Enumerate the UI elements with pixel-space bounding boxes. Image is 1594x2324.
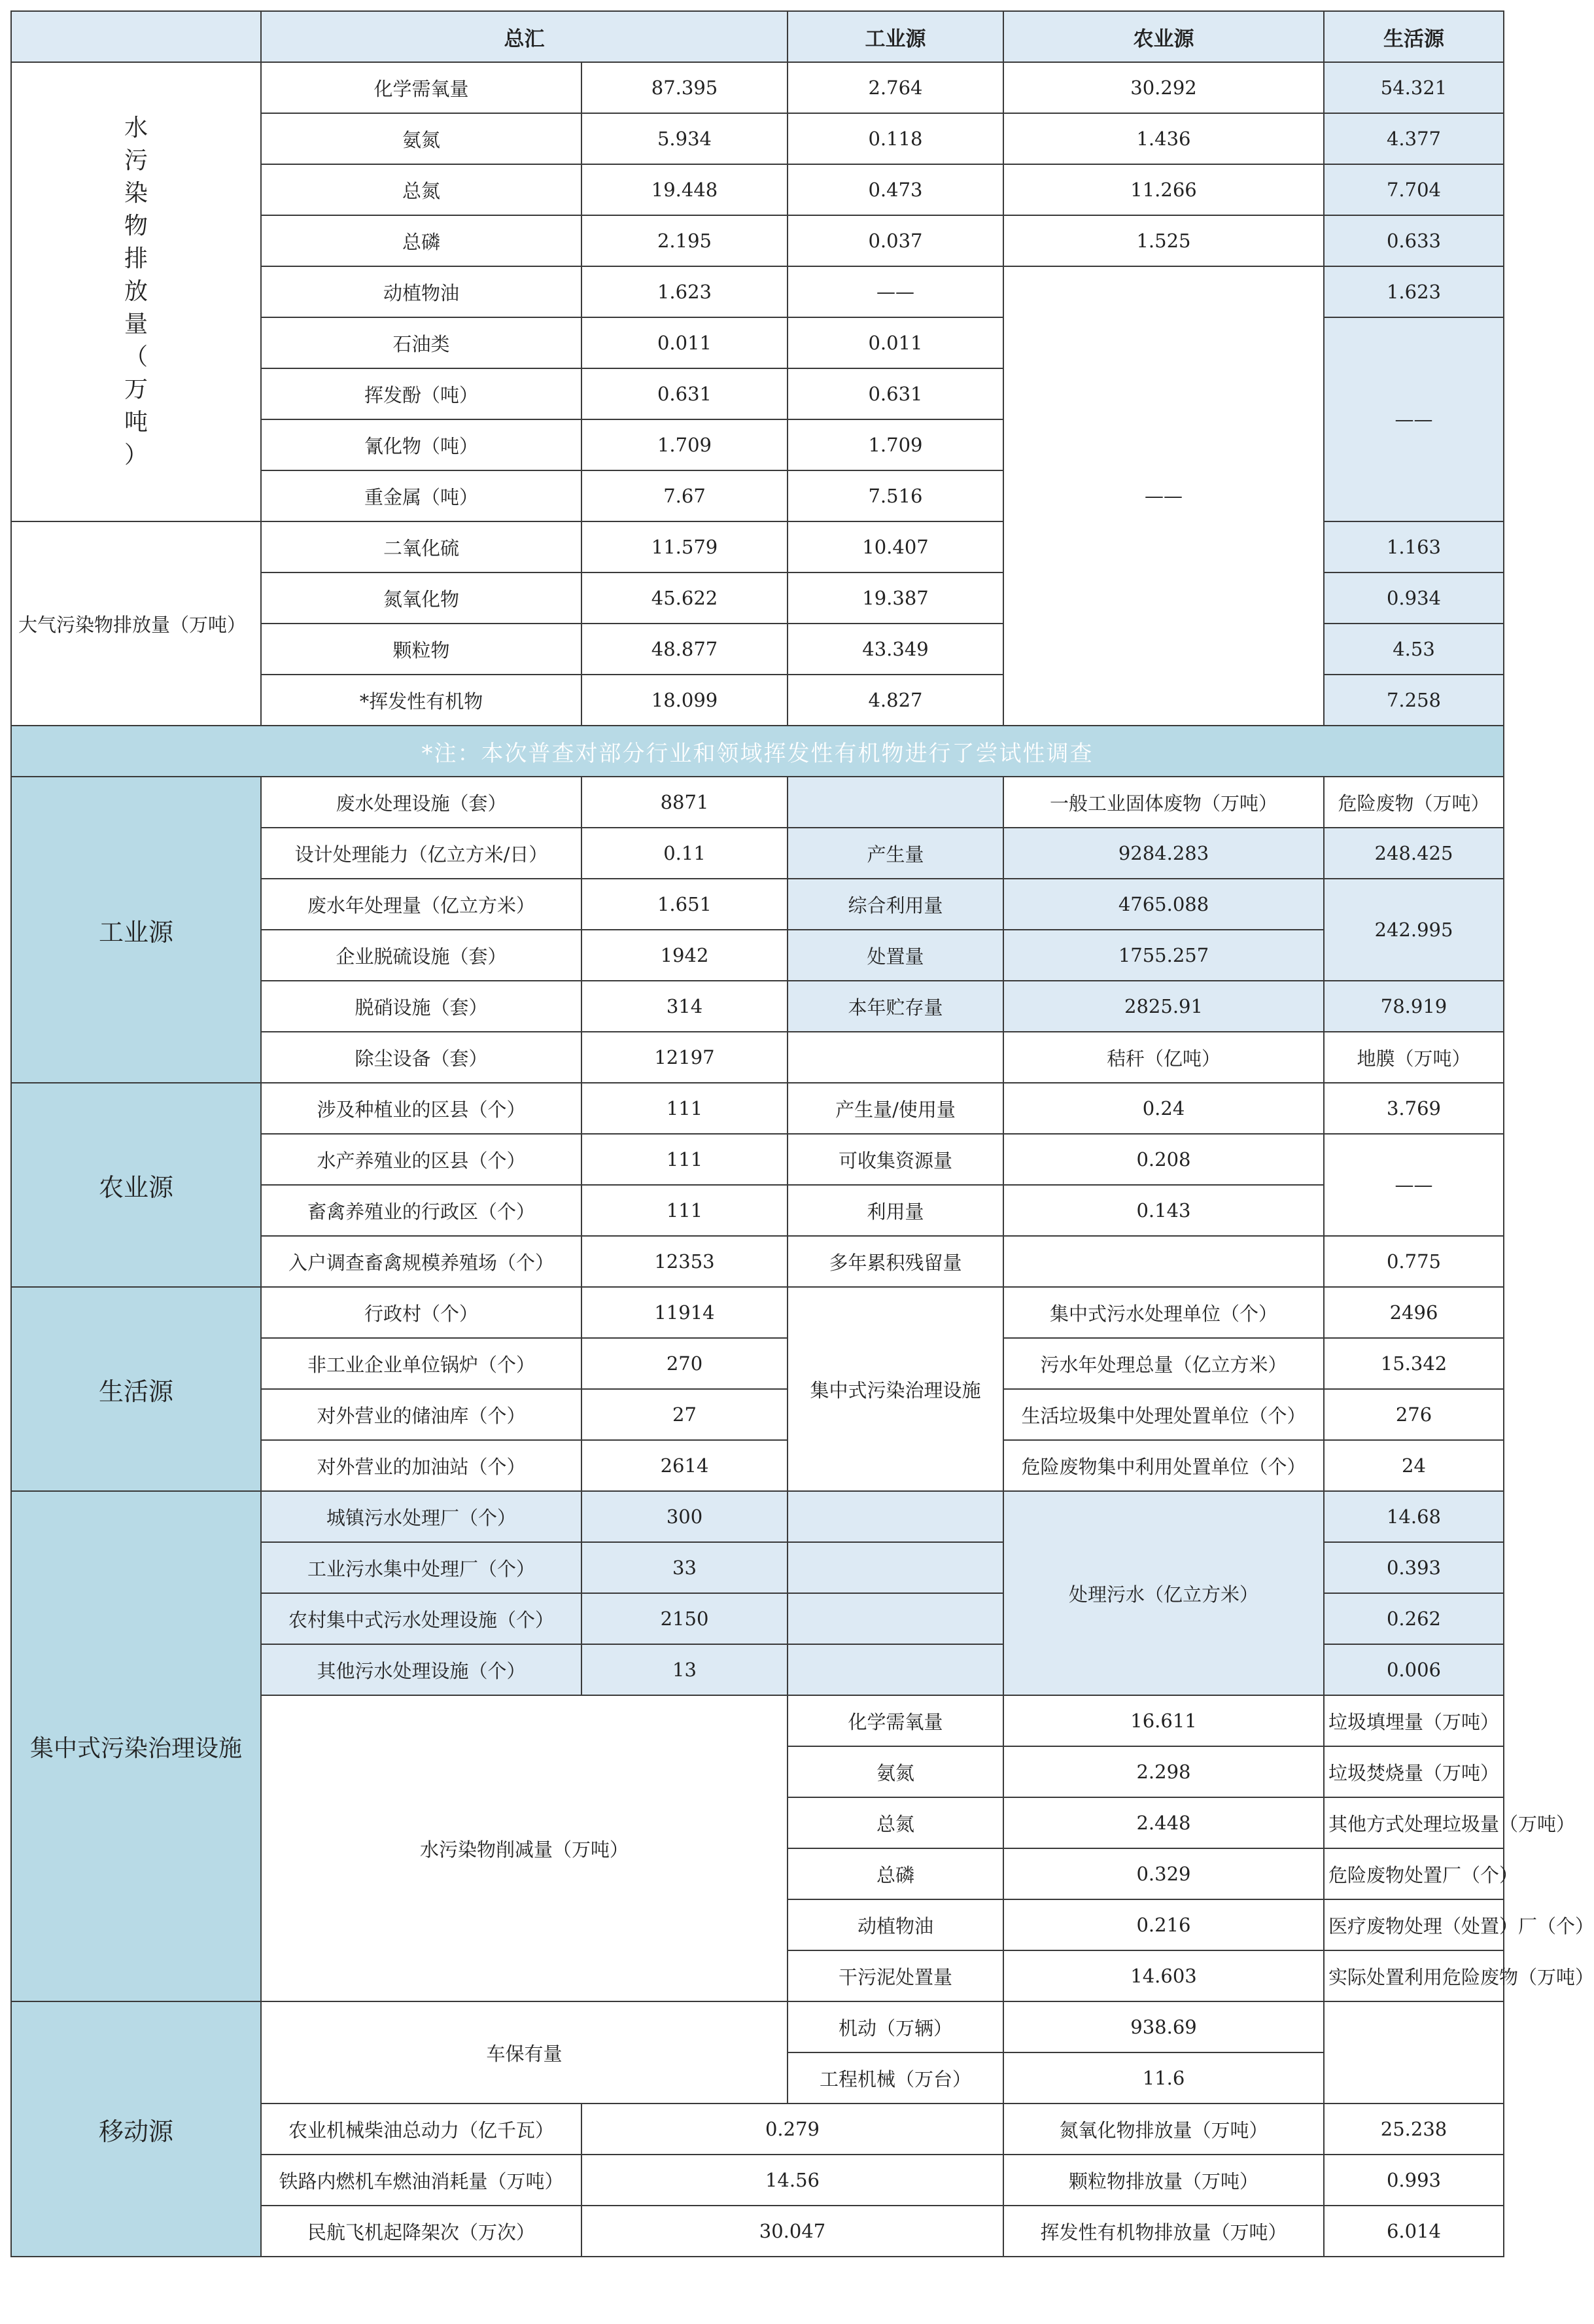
agricultural-item-name: 水产养殖业的区县（个） xyxy=(261,1134,581,1185)
water-item-total: 87.395 xyxy=(581,62,788,113)
vehicle-label: 车保有量 xyxy=(261,2001,788,2104)
water-item-domestic: 0.633 xyxy=(1324,215,1504,266)
water-item-agricultural: 11.266 xyxy=(1003,164,1324,215)
domestic-facility-value: 24 xyxy=(1324,1440,1504,1491)
industrial-facility-name: 除尘设备（套） xyxy=(261,1032,581,1083)
plant-count: 300 xyxy=(581,1491,788,1542)
air-item-name: 氮氧化物 xyxy=(261,572,581,624)
domestic-item-value: 27 xyxy=(581,1389,788,1440)
waste-header-blank xyxy=(788,777,1003,828)
air-item-industrial: 19.387 xyxy=(788,572,1003,624)
water-item-total: 0.011 xyxy=(581,317,788,368)
air-item-domestic: 0.934 xyxy=(1324,572,1504,624)
water-item-industrial: 7.516 xyxy=(788,470,1003,521)
domestic-item-name: 非工业企业单位锅炉（个） xyxy=(261,1338,581,1389)
plant-blank xyxy=(788,1542,1003,1593)
water-item-name: 石油类 xyxy=(261,317,581,368)
header-agricultural: 农业源 xyxy=(1003,11,1324,62)
hazardous-waste-header: 危险废物（万吨） xyxy=(1324,777,1504,828)
vehicle-count: 938.69 xyxy=(1003,2001,1324,2052)
reduction-item-name: 动植物油 xyxy=(788,1899,1003,1950)
air-item-domestic: 7.258 xyxy=(1324,675,1504,726)
agricultural-item-name: 涉及种植业的区县（个） xyxy=(261,1083,581,1134)
residue-item-name: 多年累积残留量 xyxy=(788,1236,1003,1287)
treated-sewage-value: 0.006 xyxy=(1324,1644,1504,1695)
agricultural-dash: —— xyxy=(1003,266,1324,726)
air-item-industrial: 4.827 xyxy=(788,675,1003,726)
reduction-item-value: 16.611 xyxy=(1003,1695,1324,1746)
hazardous-waste-value: 78.919 xyxy=(1324,981,1504,1032)
agricultural-item-value: 111 xyxy=(581,1185,788,1236)
straw-header-blank xyxy=(788,1032,1003,1083)
air-item-total: 11.579 xyxy=(581,521,788,572)
agricultural-category: 农业源 xyxy=(11,1083,261,1287)
water-item-name: 重金属（吨） xyxy=(261,470,581,521)
water-item-industrial: 1.709 xyxy=(788,419,1003,470)
domestic-facility-name: 生活垃圾集中处理处置单位（个） xyxy=(1003,1389,1324,1440)
waste-item-name: 处置量 xyxy=(788,930,1003,981)
water-item-industrial: —— xyxy=(788,266,1003,317)
domestic-item-value: 270 xyxy=(581,1338,788,1389)
mobile-emission-value: 25.238 xyxy=(1324,2104,1504,2155)
domestic-facility-name: 集中式污水处理单位（个） xyxy=(1003,1287,1324,1338)
vehicle-count: 11.6 xyxy=(1003,2052,1324,2104)
plant-count: 13 xyxy=(581,1644,788,1695)
industrial-facility-name: 脱硝设施（套） xyxy=(261,981,581,1032)
domestic-category: 生活源 xyxy=(11,1287,261,1491)
waste-facility-name: 垃圾填埋量（万吨） xyxy=(1324,1695,1504,1746)
domestic-row xyxy=(11,1287,1504,1338)
domestic-item-value: 2614 xyxy=(581,1440,788,1491)
water-item-name: 氰化物（吨） xyxy=(261,419,581,470)
reduction-item-value: 2.298 xyxy=(1003,1746,1324,1797)
waste-facility-name: 危险废物处置厂（个） xyxy=(1324,1848,1504,1899)
reduction-item-name: 化学需氧量 xyxy=(788,1695,1003,1746)
domestic-facility-value: 276 xyxy=(1324,1389,1504,1440)
mobile-category: 移动源 xyxy=(11,2001,261,2257)
water-item-industrial: 0.011 xyxy=(788,317,1003,368)
reduction-item-name: 总磷 xyxy=(788,1848,1003,1899)
water-emissions-category: 水 污 染 物 排 放 量 （ 万 吨 ） xyxy=(11,62,261,521)
agricultural-item-name: 入户调查畜禽规模养殖场（个） xyxy=(261,1236,581,1287)
general-waste-value: 9284.283 xyxy=(1003,828,1324,879)
mobile-item-name: 民航飞机起降架次（万次） xyxy=(261,2206,581,2257)
header-row xyxy=(11,11,1504,62)
plant-blank xyxy=(788,1644,1003,1695)
reduction-item-value: 2.448 xyxy=(1003,1797,1324,1848)
water-item-name: 氨氮 xyxy=(261,113,581,164)
waste-facility-name: 实际处置利用危险废物（万吨） xyxy=(1324,1950,1504,2001)
plant-count: 33 xyxy=(581,1542,788,1593)
agricultural-item-value: 111 xyxy=(581,1134,788,1185)
film-header: 地膜（万吨） xyxy=(1324,1032,1504,1083)
water-row xyxy=(11,62,1504,113)
pollution-census-table xyxy=(10,10,1594,2257)
waste-facility-name: 医疗废物处理（处置）厂（个） xyxy=(1324,1899,1504,1950)
waste-facility-name: 其他方式处理垃圾量（万吨） xyxy=(1324,1797,1504,1848)
centralized-category: 集中式污染治理设施 xyxy=(11,1491,261,2001)
air-item-total: 48.877 xyxy=(581,624,788,675)
domestic-dash: —— xyxy=(1324,317,1504,521)
reduction-item-value: 0.216 xyxy=(1003,1899,1324,1950)
water-item-agricultural: 30.292 xyxy=(1003,62,1324,113)
film-dash: —— xyxy=(1324,1134,1504,1236)
water-item-name: 总氮 xyxy=(261,164,581,215)
reduction-item-value: 14.603 xyxy=(1003,1950,1324,2001)
general-waste-header: 一般工业固体废物（万吨） xyxy=(1003,777,1324,828)
water-item-total: 0.631 xyxy=(581,368,788,419)
mobile-item-value: 14.56 xyxy=(581,2155,1003,2206)
treated-sewage-value: 0.393 xyxy=(1324,1542,1504,1593)
water-item-total: 2.195 xyxy=(581,215,788,266)
waste-item-name: 本年贮存量 xyxy=(788,981,1003,1032)
water-item-domestic: 4.377 xyxy=(1324,113,1504,164)
water-item-name: 动植物油 xyxy=(261,266,581,317)
industrial-facility-name: 设计处理能力（亿立方米/日） xyxy=(261,828,581,879)
vehicle-type: 工程机械（万台） xyxy=(788,2052,1003,2104)
water-item-domestic: 54.321 xyxy=(1324,62,1504,113)
mobile-emission-name: 氮氧化物排放量（万吨） xyxy=(1003,2104,1324,2155)
plant-count: 2150 xyxy=(581,1593,788,1644)
industrial-facility-value: 12197 xyxy=(581,1032,788,1083)
water-item-industrial: 2.764 xyxy=(788,62,1003,113)
water-item-domestic: 1.623 xyxy=(1324,266,1504,317)
water-item-agricultural: 1.525 xyxy=(1003,215,1324,266)
residue-item-name: 利用量 xyxy=(788,1185,1003,1236)
reduction-item-name: 氨氮 xyxy=(788,1746,1003,1797)
vehicle-type: 机动（万辆） xyxy=(788,2001,1003,2052)
industrial-facility-name: 废水年处理量（亿立方米） xyxy=(261,879,581,930)
air-item-industrial: 10.407 xyxy=(788,521,1003,572)
waste-item-name: 产生量 xyxy=(788,828,1003,879)
industrial-facility-value: 0.11 xyxy=(581,828,788,879)
industrial-row xyxy=(11,777,1504,828)
reduction-item-value: 0.329 xyxy=(1003,1848,1324,1899)
reduction-item-name: 总氮 xyxy=(788,1797,1003,1848)
plant-name: 其他污水处理设施（个） xyxy=(261,1644,581,1695)
treated-sewage-value: 0.262 xyxy=(1324,1593,1504,1644)
film-value: 3.769 xyxy=(1324,1083,1504,1134)
plant-name: 城镇污水处理厂（个） xyxy=(261,1491,581,1542)
domestic-facility-value: 15.342 xyxy=(1324,1338,1504,1389)
waste-facility-name: 垃圾焚烧量（万吨） xyxy=(1324,1746,1504,1797)
water-item-total: 7.67 xyxy=(581,470,788,521)
mobile-item-value: 30.047 xyxy=(581,2206,1003,2257)
industrial-facility-value: 1.651 xyxy=(581,879,788,930)
air-item-total: 18.099 xyxy=(581,675,788,726)
mobile-emission-name: 颗粒物排放量（万吨） xyxy=(1003,2155,1324,2206)
general-waste-value: 2825.91 xyxy=(1003,981,1324,1032)
straw-header: 秸秆（亿吨） xyxy=(1003,1032,1324,1083)
water-item-total: 5.934 xyxy=(581,113,788,164)
reduction-item-name: 干污泥处置量 xyxy=(788,1950,1003,2001)
plant-blank xyxy=(788,1491,1003,1542)
general-waste-value: 4765.088 xyxy=(1003,879,1324,930)
header-blank xyxy=(11,11,261,62)
air-item-name: 颗粒物 xyxy=(261,624,581,675)
mobile-item-name: 农业机械柴油总动力（亿千瓦） xyxy=(261,2104,581,2155)
header-domestic: 生活源 xyxy=(1324,11,1504,62)
industrial-facility-value: 8871 xyxy=(581,777,788,828)
air-item-domestic: 1.163 xyxy=(1324,521,1504,572)
air-item-name: *挥发性有机物 xyxy=(261,675,581,726)
water-item-industrial: 0.631 xyxy=(788,368,1003,419)
air-item-name: 二氧化硫 xyxy=(261,521,581,572)
industrial-facility-value: 314 xyxy=(581,981,788,1032)
water-item-industrial: 0.037 xyxy=(788,215,1003,266)
hazardous-waste-merged-value: 242.995 xyxy=(1324,879,1504,981)
water-item-domestic: 7.704 xyxy=(1324,164,1504,215)
agricultural-item-value: 111 xyxy=(581,1083,788,1134)
air-item-total: 45.622 xyxy=(581,572,788,624)
water-item-industrial: 0.473 xyxy=(788,164,1003,215)
header-industrial: 工业源 xyxy=(788,11,1003,62)
film-value: 0.775 xyxy=(1324,1236,1504,1287)
plant-name: 农村集中式污水处理设施（个） xyxy=(261,1593,581,1644)
mobile-emission-value: 6.014 xyxy=(1324,2206,1504,2257)
residue-item-name: 可收集资源量 xyxy=(788,1134,1003,1185)
plant-blank xyxy=(788,1593,1003,1644)
reduction-label: 水污染物削减量（万吨） xyxy=(261,1695,788,2001)
waste-item-name: 综合利用量 xyxy=(788,879,1003,930)
residue-item-name: 产生量/使用量 xyxy=(788,1083,1003,1134)
industrial-facility-value: 1942 xyxy=(581,930,788,981)
water-item-total: 19.448 xyxy=(581,164,788,215)
straw-value: 0.208 xyxy=(1003,1134,1324,1185)
note-row xyxy=(11,726,1504,777)
mobile-item-name: 铁路内燃机车燃油消耗量（万吨） xyxy=(261,2155,581,2206)
vehicle-blank xyxy=(1324,2001,1504,2104)
hazardous-waste-value: 248.425 xyxy=(1324,828,1504,879)
water-item-industrial: 0.118 xyxy=(788,113,1003,164)
air-item-domestic: 4.53 xyxy=(1324,624,1504,675)
domestic-facility-value: 2496 xyxy=(1324,1287,1504,1338)
water-item-name: 挥发酚（吨） xyxy=(261,368,581,419)
domestic-facility-name: 危险废物集中利用处置单位（个） xyxy=(1003,1440,1324,1491)
mobile-emission-name: 挥发性有机物排放量（万吨） xyxy=(1003,2206,1324,2257)
air-item-industrial: 43.349 xyxy=(788,624,1003,675)
mobile-item-value: 0.279 xyxy=(581,2104,1003,2155)
water-item-total: 1.709 xyxy=(581,419,788,470)
water-item-name: 总磷 xyxy=(261,215,581,266)
straw-value-empty xyxy=(1003,1236,1324,1287)
treated-sewage-value: 14.68 xyxy=(1324,1491,1504,1542)
plant-name: 工业污水集中处理厂（个） xyxy=(261,1542,581,1593)
air-emissions-category: 大气污染物排放量（万吨） xyxy=(11,521,261,726)
domestic-item-name: 行政村（个） xyxy=(261,1287,581,1338)
industrial-category: 工业源 xyxy=(11,777,261,1083)
header-total: 总汇 xyxy=(261,11,788,62)
straw-value: 0.143 xyxy=(1003,1185,1324,1236)
agricultural-item-name: 畜禽养殖业的行政区（个） xyxy=(261,1185,581,1236)
treated-sewage-label: 处理污水（亿立方米） xyxy=(1003,1491,1324,1695)
mobile-emission-value: 0.993 xyxy=(1324,2155,1504,2206)
industrial-facility-name: 企业脱硫设施（套） xyxy=(261,930,581,981)
domestic-facility-name: 污水年处理总量（亿立方米） xyxy=(1003,1338,1324,1389)
agricultural-item-value: 12353 xyxy=(581,1236,788,1287)
general-waste-value: 1755.257 xyxy=(1003,930,1324,981)
agricultural-row xyxy=(11,1083,1504,1134)
domestic-item-name: 对外营业的加油站（个） xyxy=(261,1440,581,1491)
water-item-name: 化学需氧量 xyxy=(261,62,581,113)
industrial-facility-name: 废水处理设施（套） xyxy=(261,777,581,828)
water-item-agricultural: 1.436 xyxy=(1003,113,1324,164)
domestic-middle-label: 集中式污染治理设施 xyxy=(788,1287,1003,1491)
centralized-row xyxy=(11,1491,1504,1542)
mobile-row xyxy=(11,2001,1504,2052)
straw-value: 0.24 xyxy=(1003,1083,1324,1134)
voc-note: *注：本次普查对部分行业和领域挥发性有机物进行了尝试性调查 xyxy=(11,726,1504,777)
domestic-item-value: 11914 xyxy=(581,1287,788,1338)
water-item-total: 1.623 xyxy=(581,266,788,317)
domestic-item-name: 对外营业的储油库（个） xyxy=(261,1389,581,1440)
